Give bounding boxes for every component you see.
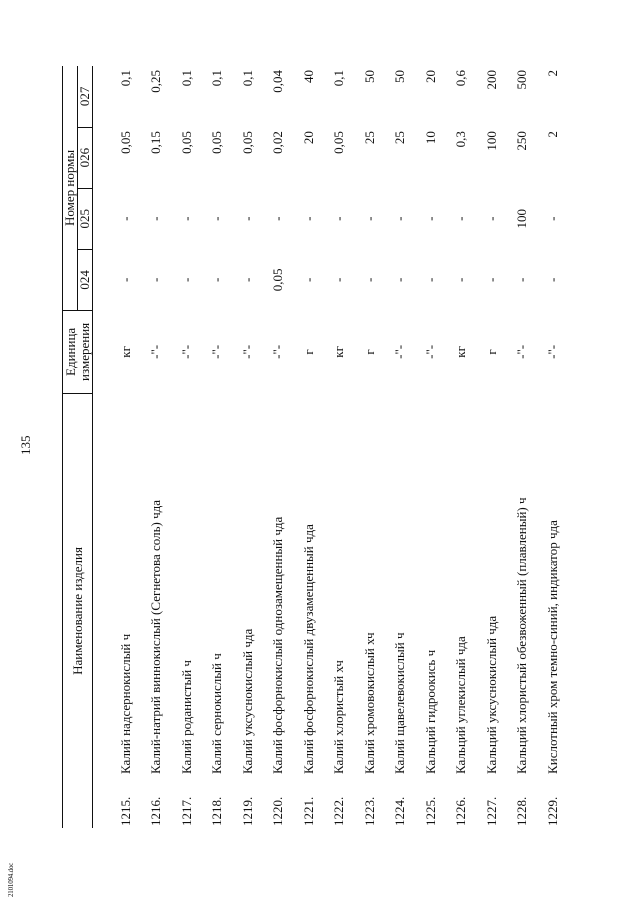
norm-026: 0,05 bbox=[331, 131, 347, 154]
norm-025: - bbox=[483, 216, 499, 221]
product-name: Калий надсернокислый ч bbox=[118, 633, 133, 774]
unit: г bbox=[361, 349, 377, 355]
unit: -"- bbox=[209, 344, 225, 359]
row-number: 1218. bbox=[209, 796, 225, 826]
norm-024: - bbox=[148, 277, 164, 282]
norm-024: - bbox=[239, 277, 255, 282]
norm-024: - bbox=[209, 277, 225, 282]
norm-024: - bbox=[483, 277, 499, 282]
norm-025: - bbox=[361, 216, 377, 221]
footer-file-code: 2101094.doc bbox=[7, 862, 15, 897]
norm-025: - bbox=[270, 216, 286, 221]
product-name: Калий щавелевокислый ч bbox=[392, 632, 408, 774]
norm-027: 0,1 bbox=[178, 70, 194, 87]
row-number: 1223. bbox=[361, 796, 377, 826]
norm-026: 20 bbox=[300, 131, 316, 145]
unit: кг bbox=[453, 346, 469, 358]
norm-026: 2 bbox=[544, 131, 560, 138]
norm-026: 25 bbox=[361, 131, 377, 145]
table-row bbox=[446, 66, 477, 828]
page-number: 135 bbox=[18, 435, 33, 455]
norm-027: 20 bbox=[422, 70, 438, 83]
table-row bbox=[416, 66, 447, 828]
header-norm-024: 024 bbox=[78, 249, 93, 310]
unit: г bbox=[300, 349, 316, 355]
row-number: 1224. bbox=[392, 796, 408, 826]
norm-027: 0,1 bbox=[209, 70, 225, 87]
product-name: Калий хромовокислый хч bbox=[361, 632, 377, 774]
unit: -"- bbox=[239, 344, 255, 359]
table-row bbox=[233, 66, 264, 828]
unit: -"- bbox=[422, 344, 438, 359]
table-row bbox=[507, 66, 538, 828]
norm-026: 0,15 bbox=[148, 131, 164, 154]
unit: -"- bbox=[514, 344, 530, 359]
norm-026: 0,02 bbox=[270, 131, 286, 154]
product-name: Калий сернокислый ч bbox=[209, 653, 225, 774]
norm-027: 0,1 bbox=[331, 70, 347, 87]
norm-024: - bbox=[331, 277, 347, 282]
row-number: 1217. bbox=[178, 796, 194, 826]
unit: -"- bbox=[270, 344, 286, 359]
product-name: Калий фосфорнокислый однозамещенный чда bbox=[270, 516, 286, 774]
unit: кг bbox=[118, 346, 133, 358]
table-row bbox=[538, 66, 569, 828]
norm-026: 25 bbox=[392, 131, 408, 145]
norm-025: - bbox=[300, 216, 316, 221]
product-name: Калий хлористый хч bbox=[331, 660, 347, 774]
header-unit-line2: измерения bbox=[76, 322, 92, 381]
norm-025: - bbox=[331, 216, 347, 221]
header-unit bbox=[63, 310, 93, 393]
norm-025: - bbox=[118, 216, 133, 221]
norm-027: 0,04 bbox=[270, 70, 286, 93]
table-row bbox=[324, 66, 355, 828]
table-row bbox=[93, 66, 142, 828]
norm-027: 0,25 bbox=[148, 70, 164, 93]
row-number: 1215. bbox=[118, 796, 133, 826]
table-row bbox=[141, 66, 172, 828]
row-number: 1225. bbox=[422, 796, 438, 826]
norm-024: - bbox=[392, 277, 408, 282]
norm-027: 40 bbox=[300, 70, 316, 83]
table-row bbox=[355, 66, 386, 828]
unit: -"- bbox=[392, 344, 408, 359]
norm-024: - bbox=[544, 277, 560, 282]
norm-026: 0,3 bbox=[453, 131, 469, 148]
norm-026: 10 bbox=[422, 131, 438, 145]
header-unit-line1: Единица bbox=[62, 327, 78, 376]
norm-025: - bbox=[392, 216, 408, 221]
norm-025: 100 bbox=[514, 208, 530, 229]
norm-026: 100 bbox=[483, 131, 499, 151]
header-norm-027: 027 bbox=[78, 66, 93, 127]
table-row bbox=[477, 66, 508, 828]
norm-026: 0,05 bbox=[118, 131, 133, 154]
product-name: Калий роданистый ч bbox=[178, 660, 194, 774]
norm-027: 50 bbox=[392, 70, 408, 83]
product-name: Калий-натрий виннокислый (Сегнетова соль) чда bbox=[148, 499, 164, 774]
table-row bbox=[385, 66, 416, 828]
row-number: 1227. bbox=[483, 796, 499, 826]
unit: кг bbox=[331, 346, 347, 358]
norm-025: - bbox=[209, 216, 225, 221]
norm-027: 500 bbox=[514, 70, 530, 90]
norm-027: 200 bbox=[483, 70, 499, 90]
product-name: Кальций углекислый чда bbox=[453, 636, 469, 774]
product-name: Кислотный хром темно-синий, индикатор чда bbox=[544, 520, 560, 774]
table-row bbox=[172, 66, 203, 828]
row-number: 1221. bbox=[300, 796, 316, 826]
norm-024: - bbox=[453, 277, 469, 282]
norm-025: - bbox=[544, 216, 560, 221]
norm-027: 0,1 bbox=[239, 70, 255, 87]
norm-024: - bbox=[514, 277, 530, 282]
norm-024: - bbox=[300, 277, 316, 282]
row-number: 1219. bbox=[239, 796, 255, 826]
norm-026: 0,05 bbox=[209, 131, 225, 154]
row-number: 1220. bbox=[270, 796, 286, 826]
unit: г bbox=[483, 349, 499, 355]
header-norm-026: 026 bbox=[78, 127, 93, 188]
product-name: Калий уксуснокислый чда bbox=[239, 628, 255, 774]
norm-027: 2 bbox=[544, 70, 560, 77]
norm-024: 0,05 bbox=[270, 268, 286, 292]
norm-027: 0,6 bbox=[453, 70, 469, 87]
norm-025: - bbox=[178, 216, 194, 221]
product-name: Кальций гидроокись ч bbox=[422, 649, 438, 774]
norm-024: - bbox=[178, 277, 194, 282]
table-row bbox=[294, 66, 325, 828]
row-number: 1222. bbox=[331, 796, 347, 826]
norm-024: - bbox=[118, 277, 133, 282]
row-number: 1226. bbox=[453, 796, 469, 826]
norms-table bbox=[62, 66, 568, 828]
table-row bbox=[202, 66, 233, 828]
norm-025: - bbox=[148, 216, 164, 221]
norm-027: 0,1 bbox=[118, 70, 133, 87]
norm-024: - bbox=[361, 277, 377, 282]
header-norm-group: Номер нормы bbox=[63, 66, 78, 310]
norm-025: - bbox=[453, 216, 469, 221]
product-name: Кальций хлористый обезвоженный (плавленый) ч bbox=[514, 497, 530, 774]
row-number: 1228. bbox=[514, 796, 530, 826]
header-name: Наименование изделия bbox=[63, 393, 93, 828]
header-norm-025: 025 bbox=[78, 188, 93, 249]
norm-025: - bbox=[239, 216, 255, 221]
unit: -"- bbox=[544, 344, 560, 359]
product-name: Кальций уксуснокислый чда bbox=[483, 615, 499, 774]
row-number: 1216. bbox=[148, 796, 164, 826]
norm-026: 0,05 bbox=[178, 131, 194, 154]
unit: -"- bbox=[178, 344, 194, 359]
table-row bbox=[263, 66, 294, 828]
norm-027: 50 bbox=[361, 70, 377, 83]
norm-026: 0,05 bbox=[239, 131, 255, 154]
product-name: Калий фосфорнокислый двузамещенный чда bbox=[300, 524, 316, 774]
row-number: 1229. bbox=[544, 796, 560, 826]
unit: -"- bbox=[148, 344, 164, 359]
norm-026: 250 bbox=[514, 131, 530, 151]
norm-024: - bbox=[422, 277, 438, 282]
norm-025: - bbox=[422, 216, 438, 221]
